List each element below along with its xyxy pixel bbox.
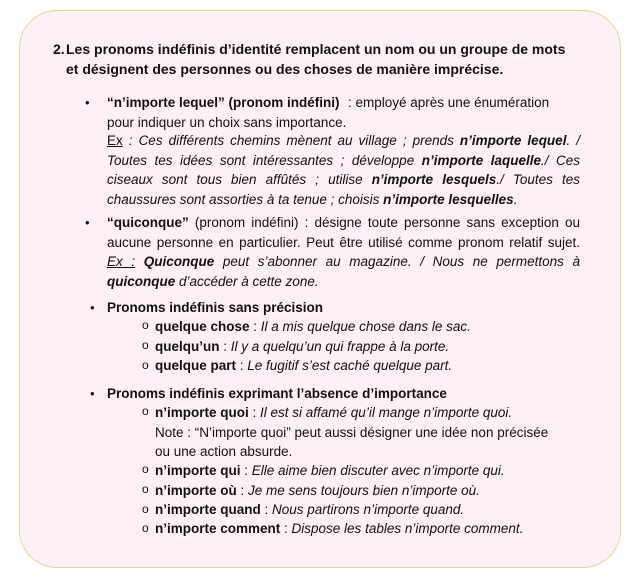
item2-example-label: Ex :: [107, 254, 136, 270]
circle-bullet-icon: o: [142, 358, 149, 372]
group2-item: n’importe quoi : Il est si affamé qu’il mange n’importe quoi.: [155, 405, 513, 420]
item1-example-bold: n’importe lequel: [459, 133, 567, 148]
bullet-icon: •: [85, 95, 90, 110]
group1-title: Pronoms indéfinis sans précision: [107, 300, 324, 315]
group1-item: quelque part : Le fugitif s’est caché quelque part.: [155, 358, 453, 373]
section-number: 2.: [53, 41, 65, 57]
circle-bullet-icon: o: [142, 502, 149, 516]
section-title-line-2: et désignent des personnes ou des choses de manière imprécise.: [66, 61, 504, 77]
circle-bullet-icon: o: [142, 462, 149, 476]
circle-bullet-icon: o: [142, 338, 149, 352]
bullet-icon: •: [90, 386, 95, 401]
section-title-line-1: Les pronoms indéfinis d’identité remplacent un nom ou un groupe de mots: [66, 41, 566, 57]
group2-item: n’importe où : Je me sens toujours bien n’importe où.: [155, 483, 480, 498]
group2-item: n’importe qui : Elle aime bien discuter avec n’importe qui.: [155, 463, 505, 478]
bullet-icon: •: [85, 215, 90, 230]
group2-note-line-1: Note : “N’importe quoi” peut aussi désigner une idée non précisée: [155, 425, 549, 440]
group1-item: quelque chose : Il a mis quelque chose dans le sac.: [155, 319, 471, 334]
item1-term: “n’importe lequel” (pronom indéfini): [107, 95, 340, 110]
item1-description: : employé après une énumération pour indiquer un choix sans importance.: [107, 95, 550, 130]
group1-item: quelqu’un : Il y a quelqu’un qui frappe à la porte.: [155, 339, 450, 354]
circle-bullet-icon: o: [142, 404, 149, 418]
section-heading: [53, 39, 586, 79]
circle-bullet-icon: o: [142, 521, 149, 535]
group2-item: n’importe quand : Nous partirons n’importe quand.: [155, 502, 465, 517]
bullet-icon: •: [90, 300, 95, 315]
item1-example: Ex : Ces différents chemins mènent au village ; prends n’importe lequel. / Toutes tes idées sont intéressantes ; développe n’importe laquelle./ Ces ciseaux sont tous bien affûtés ; utilise n’importe lesquels./ Toutes tes chaussures sont assorties à ta tenue ; choisis n’importe lesquelles.: [107, 133, 580, 207]
item2-term: “quiconque”: [107, 215, 189, 230]
item2-definition: “quiconque” (pronom indéfini) : désigne toute personne sans exception ou aucune personne en particulier. Peut être utilisé comme pronom relatif sujet. Ex : Quiconque peut s’abonner au magazine. / Nous ne permettons à quiconque d’accéder à cette zone.: [107, 215, 580, 289]
item1-example-label: Ex: [107, 133, 123, 148]
circle-bullet-icon: o: [142, 482, 149, 496]
group2-item: n’importe comment : Dispose les tables n’importe comment.: [155, 521, 524, 536]
circle-bullet-icon: o: [142, 318, 149, 332]
group2-note-line-2: ou une action absurde.: [155, 444, 293, 459]
group2-title: Pronoms indéfinis exprimant l’absence d’importance: [107, 386, 447, 401]
